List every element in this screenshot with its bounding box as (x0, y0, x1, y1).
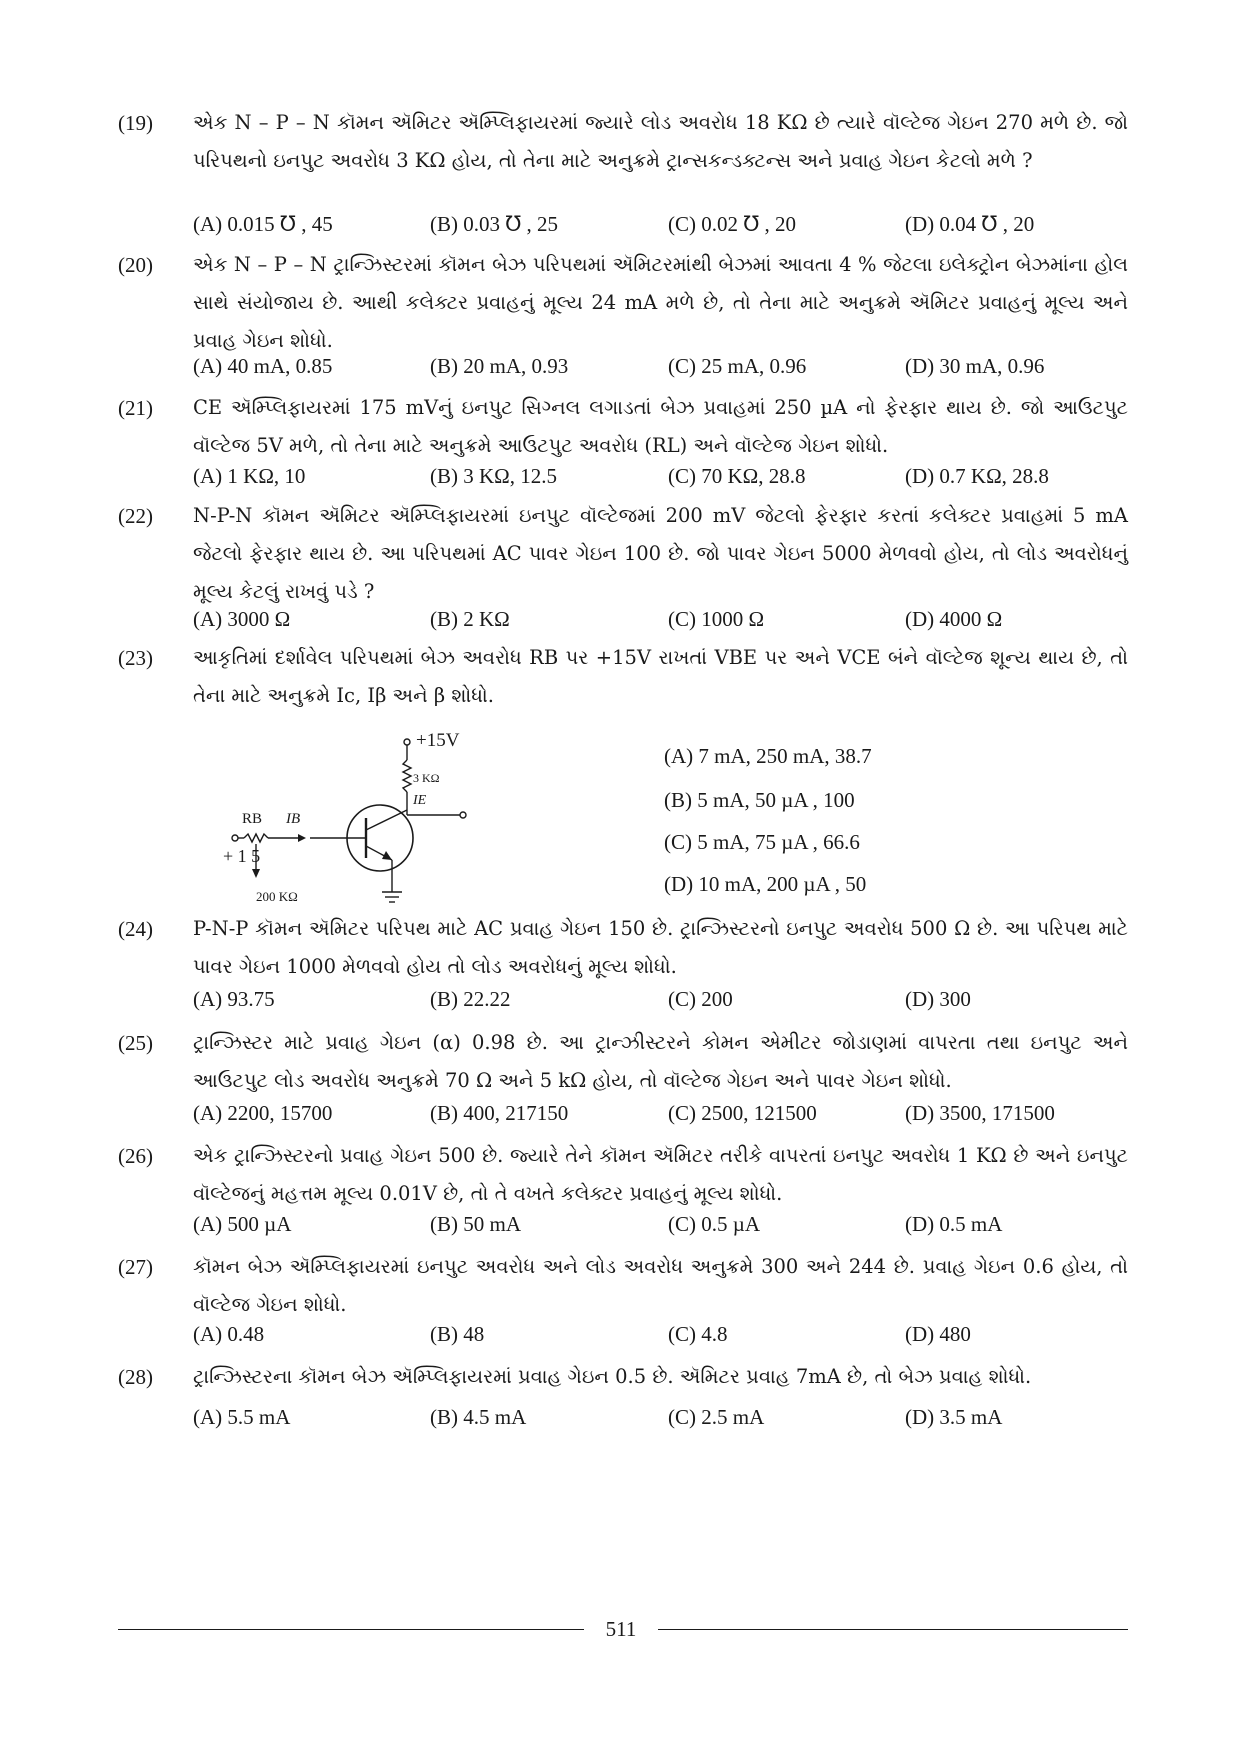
transistor-circuit-diagram (210, 732, 480, 916)
options-27 (193, 1317, 1128, 1351)
question-number: (24) (118, 917, 153, 941)
option-a: (A) 7 mA, 250 mA, 38.7 (664, 744, 872, 768)
options-21 (193, 459, 1128, 493)
option-a: (A) 500 µA (193, 1212, 292, 1236)
question-text: એક N – P – N કૉમન ઍમિટર ઍમ્પ્લિફાયરમાં જ્યારે લોડ અવરોધ 18 KΩ છે ત્યારે વૉલ્ટેજ ગેઇન 270 મળે છે. જો પરિપથનો ઇનપુટ અવરોધ 3 KΩ હોય, તો તેના માટે અનુક્રમે ટ્રાન્સકન્ડક્ટન્સ અને પ્રવાહ ગેઇન કેટલો મળે ? (193, 111, 1128, 172)
option-b: (B) 22.22 (430, 987, 511, 1011)
base-resistor-value-label: 200 KΩ (256, 889, 298, 904)
option-a: (A) 0.015 ℧ , 45 (193, 212, 333, 236)
question-text: ટ્રાન્ઝિસ્ટર માટે પ્રવાહ ગેઇન (α) 0.98 છે. આ ટ્રાન્ઝીસ્ટરને કોમન એમીટર જોડાણમાં વાપરતા તથા ઇનપુટ અને આઉટપુટ લોડ અવરોધ અનુક્રમે 70 Ω અને 5 kΩ હોય, તો વૉલ્ટેજ ગેઇન અને પાવર ગેઇન શોધો. (193, 1031, 1128, 1092)
question-text: એક ટ્રાન્ઝિસ્ટરનો પ્રવાહ ગેઇન 500 છે. જ્યારે તેને કૉમન ઍમિટર તરીકે વાપરતાં ઇનપુટ અવરોધ 1 KΩ છે અને ઇનપુટ વૉલ્ટેજનું મહત્તમ મૂલ્ય 0.01V છે, તો તે વખતે કલેક્ટર પ્રવાહનું મૂલ્ય શોધો. (193, 1144, 1128, 1205)
option-c: (C) 4.8 (668, 1322, 728, 1346)
question-text: CE ઍમ્પ્લિફાયરમાં 175 mVનું ઇનપુટ સિગ્નલ લગાડતાં બેઝ પ્રવાહમાં 250 µA નો ફેરફાર થાય છે. જો આઉટપુટ વૉલ્ટેજ 5V મળે, તો તેના માટે અનુક્રમે આઉટપુટ અવરોધ (RL) અને વૉલ્ટેજ ગેઇન શોધો. (193, 396, 1128, 457)
question-text: ટ્રાન્ઝિસ્ટરના કૉમન બેઝ ઍમ્પ્લિફાયરમાં પ્રવાહ ગેઇન 0.5 છે. ઍમિટર પ્રવાહ 7mA છે, તો બેઝ પ્રવાહ શોધો. (193, 1365, 1032, 1388)
option-a: (A) 5.5 mA (193, 1405, 291, 1429)
question-text: કૉમન બેઝ ઍમ્પ્લિફાયરમાં ઇનપુટ અવરોધ અને લોડ અવરોધ અનુક્રમે 300 અને 244 છે. પ્રવાહ ગેઇન 0.6 હોય, તો વૉલ્ટેજ ગેઇન શોધો. (193, 1255, 1128, 1316)
option-d: (D) 0.04 ℧ , 20 (905, 212, 1035, 236)
option-a: (A) 2200, 15700 (193, 1101, 333, 1125)
options-22 (193, 602, 1128, 636)
option-d: (D) 30 mA, 0.96 (905, 354, 1045, 378)
option-a: (A) 1 KΩ, 10 (193, 464, 306, 488)
options-28 (193, 1400, 1128, 1434)
options-20 (193, 349, 1128, 383)
options-25 (193, 1096, 1128, 1130)
option-c: (C) 5 mA, 75 µA , 66.6 (664, 830, 860, 854)
option-d: (D) 3.5 mA (905, 1405, 1003, 1429)
question-number: (19) (118, 111, 153, 135)
option-b: (B) 20 mA, 0.93 (430, 354, 569, 378)
option-d: (D) 300 (905, 987, 971, 1011)
option-a: (A) 3000 Ω (193, 607, 291, 631)
option-c: (C) 2.5 mA (668, 1405, 765, 1429)
option-b: (B) 3 KΩ, 12.5 (430, 464, 558, 488)
option-c: (C) 0.02 ℧ , 20 (668, 212, 797, 236)
option-b: (B) 4.5 mA (430, 1405, 527, 1429)
option-d: (D) 0.5 mA (905, 1212, 1003, 1236)
option-c: (C) 0.5 µA (668, 1212, 761, 1236)
question-text: P-N-P કૉમન ઍમિટર પરિપથ માટે AC પ્રવાહ ગેઇન 150 છે. ટ્રાન્ઝિસ્ટરનો ઇનપુટ અવરોધ 500 Ω છે. આ પરિપથ માટે પાવર ગેઇન 1000 મેળવવો હોય તો લોડ અવરોધનું મૂલ્ય શોધો. (193, 917, 1128, 978)
base-resistor-symbol (244, 834, 268, 842)
option-b: (B) 2 KΩ (430, 607, 510, 631)
option-d: (D) 480 (905, 1322, 971, 1346)
question-number: (27) (118, 1255, 153, 1279)
question-number: (28) (118, 1365, 153, 1389)
collector-resistor-label: 3 KΩ (413, 771, 440, 785)
option-b: (B) 0.03 ℧ , 25 (430, 212, 559, 236)
option-b: (B) 400, 217150 (430, 1101, 569, 1125)
emitter-current-label: IE (413, 793, 427, 808)
question-number: (20) (118, 253, 153, 277)
base-current-label: IB (286, 811, 301, 827)
option-a: (A) 0.48 (193, 1322, 265, 1346)
question-text: N-P-N કૉમન ઍમિટર ઍમ્પ્લિફાયરમાં ઇનપુટ વૉલ્ટેજમાં 200 mV જેટલો ફેરફાર કરતાં કલેક્ટર પ્રવાહમાં 5 mA જેટલો ફેરફાર થાય છે. આ પરિપથમાં AC પાવર ગેઇન 100 છે. જો પાવર ગેઇન 5000 મેળવવો હોય, તો લોડ અવરોધનું મૂલ્ય કેટલું રાખવું પડે ? (193, 504, 1128, 603)
option-d: (D) 3500, 171500 (905, 1101, 1055, 1125)
option-c: (C) 200 (668, 987, 733, 1011)
page-number: 511 (605, 1617, 637, 1641)
question-number: (21) (118, 396, 153, 420)
option-d: (D) 0.7 KΩ, 28.8 (905, 464, 1049, 488)
option-d: (D) 4000 Ω (905, 607, 1003, 631)
option-b: (B) 48 (430, 1322, 485, 1346)
question-text: આકૃતિમાં દર્શાવેલ પરિપથમાં બેઝ અવરોધ RB પર +15V રાખતાં VBE પર અને VCE બંને વૉલ્ટેજ શૂન્ય થાય છે, તો તેના માટે અનુક્રમે Ic, Iβ અને β શોધો. (193, 646, 1128, 707)
question-number: (25) (118, 1031, 153, 1055)
footer-rule-right (658, 1629, 1128, 1630)
option-a: (A) 40 mA, 0.85 (193, 354, 333, 378)
option-b: (B) 50 mA (430, 1212, 521, 1236)
supply-label: +15V (416, 732, 460, 751)
options-19 (193, 207, 1128, 241)
base-resistor-label: RB (242, 811, 263, 827)
option-d: (D) 10 mA, 200 µA , 50 (664, 872, 867, 896)
collector-resistor-symbol (403, 760, 411, 792)
options-24 (193, 982, 1128, 1016)
option-b: (B) 5 mA, 50 µA , 100 (664, 788, 855, 812)
question-text: એક N – P – N ટ્રાન્ઝિસ્ટરમાં કૉમન બેઝ પરિપથમાં ઍમિટરમાંથી બેઝમાં આવતા 4 % જેટલા ઇલેક્ટ્રોન બેઝમાંના હોલ સાથે સંયોજાય છે. આથી કલેક્ટર પ્રવાહનું મૂલ્ય 24 mA મળે છે, તો તેના માટે અનુક્રમે ઍમિટર પ્રવાહનું મૂલ્ય અને પ્રવાહ ગેઇન શોધો. (193, 253, 1128, 352)
input-voltage-label: + 1 5 (223, 846, 261, 866)
question-number: (22) (118, 504, 153, 528)
option-c: (C) 2500, 121500 (668, 1101, 817, 1125)
question-number: (26) (118, 1144, 153, 1168)
question-number: (23) (118, 646, 153, 670)
option-c: (C) 1000 Ω (668, 607, 765, 631)
option-c: (C) 25 mA, 0.96 (668, 354, 807, 378)
footer-rule-left (118, 1629, 584, 1630)
option-a: (A) 93.75 (193, 987, 275, 1011)
option-c: (C) 70 KΩ, 28.8 (668, 464, 806, 488)
options-26 (193, 1207, 1128, 1241)
